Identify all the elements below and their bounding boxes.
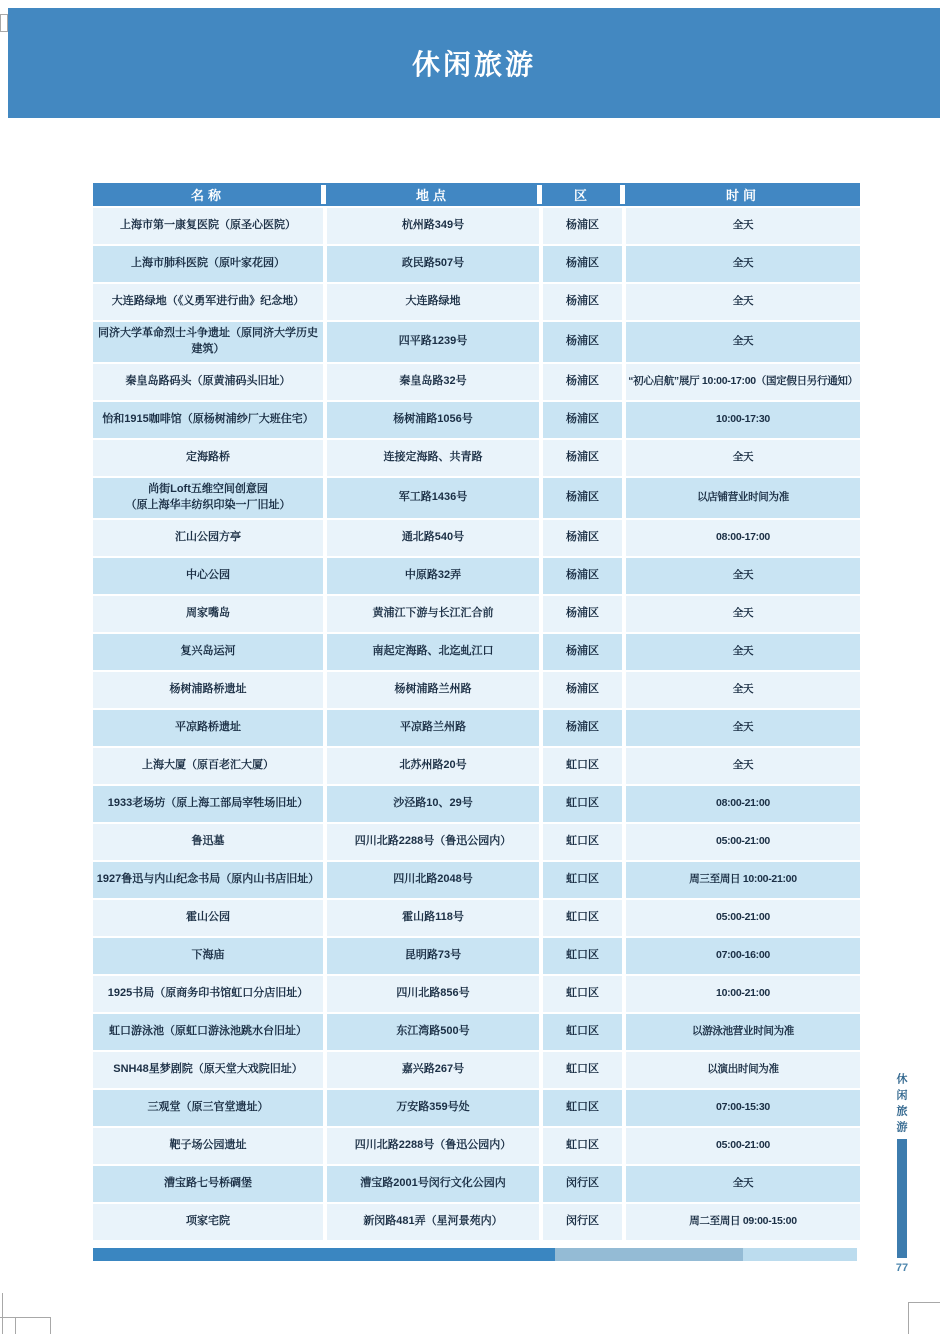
table-row xyxy=(93,976,860,1012)
cell-name: 1927鲁迅与内山纪念书局（原内山书店旧址） xyxy=(93,862,323,898)
cell-name: 周家嘴岛 xyxy=(93,596,323,632)
cell-name: 项家宅院 xyxy=(93,1204,323,1240)
cell-location: 昆明路73号 xyxy=(327,938,539,974)
cell-district: 虹口区 xyxy=(543,938,622,974)
cell-time: 全天 xyxy=(626,672,860,708)
crop-mark-bottom-right xyxy=(908,1302,940,1334)
cell-name: 霍山公园 xyxy=(93,900,323,936)
crop-mark-top-left xyxy=(0,14,8,32)
cell-location: 南起定海路、北迄虬江口 xyxy=(327,634,539,670)
cell-name: 靶子场公园遗址 xyxy=(93,1128,323,1164)
cell-location: 四川北路2048号 xyxy=(327,862,539,898)
cell-time: 07:00-16:00 xyxy=(626,938,860,974)
cell-time: 10:00-21:00 xyxy=(626,976,860,1012)
cell-district: 虹口区 xyxy=(543,862,622,898)
table-row xyxy=(93,710,860,746)
cell-time: 周三至周日 10:00-21:00 xyxy=(626,862,860,898)
cell-location: 杭州路349号 xyxy=(327,208,539,244)
table-row xyxy=(93,284,860,320)
table-header-row xyxy=(93,183,860,206)
table-row xyxy=(93,1128,860,1164)
table-row xyxy=(93,402,860,438)
cell-district: 虹口区 xyxy=(543,1052,622,1088)
cell-district: 闵行区 xyxy=(543,1204,622,1240)
cell-district: 虹口区 xyxy=(543,900,622,936)
cell-location: 新闵路481弄（星河景苑内） xyxy=(327,1204,539,1240)
cell-district: 杨浦区 xyxy=(543,284,622,320)
header-separator xyxy=(321,185,326,204)
crop-mark-bottom-left-line xyxy=(2,1293,3,1334)
cell-location: 沙泾路10、29号 xyxy=(327,786,539,822)
cell-district: 虹口区 xyxy=(543,824,622,860)
cell-time: “初心启航”展厅 10:00-17:00（国定假日另行通知） xyxy=(626,364,860,400)
table-row xyxy=(93,246,860,282)
cell-name: 大连路绿地（《义勇军进行曲》纪念地） xyxy=(93,284,323,320)
header-separator xyxy=(537,185,542,204)
cell-name: 三观堂（原三官堂遗址） xyxy=(93,1090,323,1126)
cell-name: SNH48星梦剧院（原天堂大戏院旧址） xyxy=(93,1052,323,1088)
footer-gradient-bar xyxy=(93,1248,857,1261)
table-row xyxy=(93,1166,860,1202)
cell-location: 平凉路兰州路 xyxy=(327,710,539,746)
cell-location: 政民路507号 xyxy=(327,246,539,282)
cell-name: 1925书局（原商务印书馆虹口分店旧址） xyxy=(93,976,323,1012)
cell-time: 全天 xyxy=(626,1166,860,1202)
cell-name: 复兴岛运河 xyxy=(93,634,323,670)
cell-name: 下海庙 xyxy=(93,938,323,974)
table-row xyxy=(93,1014,860,1050)
cell-location: 秦皇岛路32号 xyxy=(327,364,539,400)
side-vertical-label: 休闲旅游 xyxy=(895,1073,907,1137)
cell-name: 上海市第一康复医院（原圣心医院） xyxy=(93,208,323,244)
crop-mark-bottom-left xyxy=(15,1317,51,1334)
page-title: 休闲旅游 xyxy=(411,49,536,80)
side-tab-bar xyxy=(897,1139,907,1258)
cell-district: 杨浦区 xyxy=(543,596,622,632)
cell-time: 全天 xyxy=(626,246,860,282)
page-number: 77 xyxy=(895,1262,909,1274)
cell-district: 杨浦区 xyxy=(543,558,622,594)
cell-district: 杨浦区 xyxy=(543,208,622,244)
cell-district: 虹口区 xyxy=(543,976,622,1012)
cell-name: 上海市肺科医院（原叶家花园） xyxy=(93,246,323,282)
cell-name: 虹口游泳池（原虹口游泳池跳水台旧址） xyxy=(93,1014,323,1050)
crop-mark-bottom-left-line xyxy=(0,1317,15,1318)
table-row xyxy=(93,322,860,362)
table-row xyxy=(93,1090,860,1126)
cell-time: 08:00-21:00 xyxy=(626,786,860,822)
table-row xyxy=(93,938,860,974)
cell-location: 万安路359号处 xyxy=(327,1090,539,1126)
cell-time: 以店铺营业时间为准 xyxy=(626,478,860,518)
table-row xyxy=(93,596,860,632)
cell-location: 连接定海路、共青路 xyxy=(327,440,539,476)
cell-time: 全天 xyxy=(626,748,860,784)
cell-location: 四川北路2288号（鲁迅公园内） xyxy=(327,1128,539,1164)
cell-name: 汇山公园方亭 xyxy=(93,520,323,556)
cell-location: 中原路32弄 xyxy=(327,558,539,594)
cell-time: 08:00-17:00 xyxy=(626,520,860,556)
cell-location: 四川北路2288号（鲁迅公园内） xyxy=(327,824,539,860)
cell-location: 通北路540号 xyxy=(327,520,539,556)
cell-location: 嘉兴路267号 xyxy=(327,1052,539,1088)
table-row xyxy=(93,748,860,784)
column-header-district: 区 xyxy=(573,188,591,203)
table-row xyxy=(93,440,860,476)
cell-time: 全天 xyxy=(626,558,860,594)
cell-name: 鲁迅墓 xyxy=(93,824,323,860)
cell-district: 杨浦区 xyxy=(543,710,622,746)
cell-district: 虹口区 xyxy=(543,748,622,784)
cell-time: 10:00-17:30 xyxy=(626,402,860,438)
cell-time: 05:00-21:00 xyxy=(626,1128,860,1164)
cell-district: 杨浦区 xyxy=(543,520,622,556)
table-row xyxy=(93,824,860,860)
cell-district: 虹口区 xyxy=(543,1090,622,1126)
cell-district: 杨浦区 xyxy=(543,246,622,282)
column-header-location: 地点 xyxy=(415,188,450,203)
column-header-time: 时间 xyxy=(725,188,760,203)
cell-location: 杨树浦路兰州路 xyxy=(327,672,539,708)
cell-time: 07:00-15:30 xyxy=(626,1090,860,1126)
table-row xyxy=(93,208,860,244)
cell-name: 漕宝路七号桥碉堡 xyxy=(93,1166,323,1202)
table-row xyxy=(93,558,860,594)
table-row xyxy=(93,634,860,670)
table-row xyxy=(93,1052,860,1088)
cell-district: 虹口区 xyxy=(543,786,622,822)
cell-name: 秦皇岛路码头（原黄浦码头旧址） xyxy=(93,364,323,400)
cell-time: 05:00-21:00 xyxy=(626,900,860,936)
cell-location: 大连路绿地 xyxy=(327,284,539,320)
cell-time: 全天 xyxy=(626,710,860,746)
cell-district: 杨浦区 xyxy=(543,478,622,518)
cell-location: 四平路1239号 xyxy=(327,322,539,362)
cell-time: 以演出时间为准 xyxy=(626,1052,860,1088)
table-row xyxy=(93,520,860,556)
attractions-table xyxy=(93,183,860,1242)
cell-location: 黄浦江下游与长江汇合前 xyxy=(327,596,539,632)
table-body xyxy=(93,208,860,1240)
cell-location: 四川北路856号 xyxy=(327,976,539,1012)
cell-name: 尚街Loft五维空间创意园 （原上海华丰纺织印染一厂旧址） xyxy=(93,478,323,518)
cell-time: 全天 xyxy=(626,596,860,632)
cell-location: 北苏州路20号 xyxy=(327,748,539,784)
table-row xyxy=(93,862,860,898)
cell-location: 军工路1436号 xyxy=(327,478,539,518)
table-row xyxy=(93,364,860,400)
footer-bar-segment xyxy=(743,1248,857,1261)
footer-bar-segment xyxy=(555,1248,743,1261)
cell-name: 上海大厦（原百老汇大厦） xyxy=(93,748,323,784)
cell-district: 杨浦区 xyxy=(543,672,622,708)
cell-district: 杨浦区 xyxy=(543,440,622,476)
cell-name: 怡和1915咖啡馆（原杨树浦纱厂大班住宅） xyxy=(93,402,323,438)
cell-district: 闵行区 xyxy=(543,1166,622,1202)
cell-district: 杨浦区 xyxy=(543,634,622,670)
table-row xyxy=(93,478,860,518)
cell-name: 1933老场坊（原上海工部局宰牲场旧址） xyxy=(93,786,323,822)
cell-name: 平凉路桥遗址 xyxy=(93,710,323,746)
cell-district: 杨浦区 xyxy=(543,322,622,362)
cell-district: 杨浦区 xyxy=(543,364,622,400)
cell-name: 同济大学革命烈士斗争遗址（原同济大学历史建筑） xyxy=(93,322,323,362)
cell-location: 漕宝路2001号闵行文化公园内 xyxy=(327,1166,539,1202)
cell-time: 全天 xyxy=(626,208,860,244)
header-separator xyxy=(620,185,625,204)
cell-time: 全天 xyxy=(626,634,860,670)
table-row xyxy=(93,900,860,936)
column-header-name: 名称 xyxy=(190,188,225,203)
cell-name: 杨树浦路桥遗址 xyxy=(93,672,323,708)
cell-district: 杨浦区 xyxy=(543,402,622,438)
cell-time: 周二至周日 09:00-15:00 xyxy=(626,1204,860,1240)
cell-time: 全天 xyxy=(626,284,860,320)
cell-name: 中心公园 xyxy=(93,558,323,594)
table-row xyxy=(93,786,860,822)
section-banner xyxy=(8,8,940,118)
cell-time: 全天 xyxy=(626,322,860,362)
cell-district: 虹口区 xyxy=(543,1128,622,1164)
cell-name: 定海路桥 xyxy=(93,440,323,476)
table-row xyxy=(93,672,860,708)
cell-time: 以游泳池营业时间为准 xyxy=(626,1014,860,1050)
footer-bar-segment xyxy=(93,1248,555,1261)
cell-location: 东江湾路500号 xyxy=(327,1014,539,1050)
table-row xyxy=(93,1204,860,1240)
cell-time: 全天 xyxy=(626,440,860,476)
cell-time: 05:00-21:00 xyxy=(626,824,860,860)
cell-location: 霍山路118号 xyxy=(327,900,539,936)
cell-district: 虹口区 xyxy=(543,1014,622,1050)
cell-location: 杨树浦路1056号 xyxy=(327,402,539,438)
